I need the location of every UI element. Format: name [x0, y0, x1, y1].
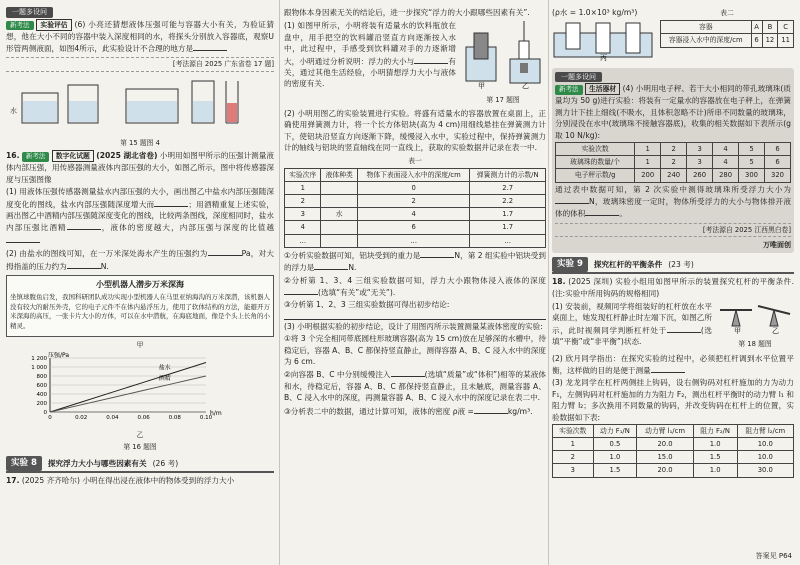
table-row: 3 1.5 20.0 1.0 30.0	[553, 464, 794, 477]
new-method-badge: 新考法	[555, 85, 583, 95]
lever-diagram	[716, 300, 794, 334]
lever-figure	[716, 300, 794, 352]
table-1	[284, 168, 546, 248]
table-row: 1 0.5 20.0 1.0 10.0	[553, 438, 794, 451]
experiment-eval-label: 实验评估	[36, 19, 71, 31]
pressure-depth-chart	[6, 352, 274, 424]
news-box	[6, 275, 274, 337]
q17-sub3: ③分析第 1、2、3 三组实验数据可得出初步结论:	[284, 300, 450, 310]
y-tick-label: 800	[36, 374, 47, 381]
table-row: 1 0 2.7	[285, 181, 546, 194]
news-text: 坐镇球腹鱼启发，我国科研团队成功实现小型机器人在马里亚纳海沟的万米深潜，该机器人没有较大的耐压外壳，它的电子元件不在体内悬浮压力，使用了软体结构的方法，能避开万米深海的高压，一张卡片大小的方体，可以在水中潜航，在海底地面，像是个头上长角的小精灵。	[10, 292, 270, 331]
q17-sub2: ②分析第 1、3、4 三组实验数据可知，浮力大小跟物体浸入液体的深度(选填“有关”或“无关”).	[284, 275, 546, 298]
beaker-figure	[6, 75, 274, 133]
q17-intro: 跟物体本身因素无关的结论后，进一步探究“浮力的大小跟哪些因素有关”.	[284, 8, 530, 17]
chart-sub-label: 乙	[136, 430, 144, 439]
table1-title: 表一	[408, 156, 422, 165]
svg-text:水: 水	[10, 106, 17, 115]
answer-page-ref: 答案见 P64	[755, 551, 792, 560]
question-16: 16. 新考法 数字化试题 (2025 湖北省卷) 小明用如图甲所示的压强计测量液体内部压强，用传感器测量液体内部压强的大小，如图乙所示，图中将传感器深度与压强图像	[6, 151, 274, 184]
section-title: 探究浮力大小与哪些因素有关	[47, 458, 147, 468]
digital-question-label: 数字化试题	[52, 150, 94, 162]
y-tick-label: 400	[36, 392, 47, 399]
x-tick-label: 0.08	[168, 415, 181, 422]
q17-part1-row	[284, 19, 546, 107]
new-method-badge: 新考法	[6, 21, 34, 31]
middle-column	[284, 6, 546, 418]
q17-part1: (1) 如图甲所示，小明将装有适量水的饮料瓶放在盘中，用手把空的饮料罐沿竖直方向逐渐按入水中，此过程中，手感受到饮料罐对手的力逐渐增大，小明通过分析说明：浮力的大小与 有关，通过其他生活经验，小明猜想浮力大小与液体的密度有关.	[284, 21, 457, 89]
q18-part1-row	[552, 300, 794, 352]
table-2	[660, 20, 794, 47]
section-label: 实验 9	[552, 257, 588, 272]
fig-label-jia: 甲	[478, 82, 485, 90]
figure-bing	[552, 6, 656, 65]
x-axis-label: h/m	[210, 410, 222, 418]
series-line-0	[50, 363, 206, 413]
question-17: 17. (2025 齐齐哈尔) 小明在得出浸在液体中的物体受到的浮力大小	[6, 475, 235, 485]
table-row: 2 1.0 15.0 1.5 10.0	[553, 451, 794, 464]
new-method-badge: 新考法	[22, 152, 50, 162]
table-row: 3 水 4 1.7	[285, 208, 546, 221]
density-note: (ρ水 = 1.0×10³ kg/m³)	[552, 8, 638, 17]
brand-logo: 万唯面创	[763, 240, 791, 249]
table2-wrap	[660, 6, 794, 65]
y-tick-label: 1 000	[31, 365, 47, 372]
multi-question-box	[552, 68, 794, 254]
figure-caption: 第 16 题图	[123, 442, 157, 451]
x-tick-label: 0.06	[137, 415, 150, 422]
chart-title: 甲	[136, 340, 144, 349]
x-tick-label: 0.04	[106, 415, 119, 422]
table-4	[552, 424, 794, 478]
q16-part1: (1) 用液体压强传感器测量盐水内部压强的大小，画出图乙中盐水内部压强随深度变化的图线，盐水内部压强随深度增大而 ；用酒精重复上述实验，画出图乙中酒精内部压强随深度变化的图线，比较两条图线，深度相同时，盐水内部压强比酒精 ，液体的密度越大，内部压强与深度的比值越	[6, 186, 274, 246]
svg-text:乙: 乙	[772, 326, 779, 334]
fig-label-yi: 乙	[522, 82, 529, 90]
y-axis-label: 压强/Pa	[48, 352, 70, 360]
table-row: 玻璃珠的数量/个 1 2 3 4 5 6	[556, 156, 791, 169]
y-tick-label: 0	[43, 410, 47, 417]
section-label: 实验 8	[6, 456, 42, 471]
y-tick-label: 1 200	[31, 356, 47, 363]
q18-part3: (3) 龙龙同学在杠杆两侧挂上钩码，设右侧钩码对杠杆施加的力为动力 F₁，左侧钩码对杠杆施加的力为阻力 F₂，测出杠杆平衡时的动力臂 l₁ 和阻力臂 l₂；多次换用不同数量的钩码，并改变钩码在杠杆上的位置，实验数据如下表:	[552, 378, 794, 422]
q17-part2: (2) 小明用图乙的实验装置进行实验。将盛有适量水的容器放置在桌面上，正确使用弹簧测力计，将一个长方体铝块(高为 4 cm)用细线悬挂在弹簧测力计下，使铝块沿竖直方向逐渐下降，缓慢浸入水中，实验过程中，保持弹簧测力计的轴线与铝块的竖直轴线在同一直线上，获取的实验数据并记录在表一中.	[284, 108, 546, 153]
section-8-header	[6, 456, 274, 473]
question-4: 新考法 生活器材 (4) 小明用电子秤、若干大小相同的带孔玻璃珠(质量均为 50 g)进行实验：将装有一定量水的容器放在电子秤上，在弹簧测力计下挂上细线(不吸水，且体积忽略不计)所串不同数量的玻璃珠，分别浸没在水中(玻璃珠不接触容器底)，收集的相关数据如下表所示(g 取 10 N/kg):	[555, 84, 791, 140]
table-header: 实验次数 1 2 3 4 5 6	[556, 143, 791, 156]
q17-part3a: ①将 3 个完全相同带底圆柱形玻璃容器(高为 15 cm)放在足够深的水槽中，待稳定后，容器 A、B、C 都保持竖直静止，测得容器 A、B、C 浸入水中的深度为 6 cm.	[284, 334, 546, 366]
q17-part3c: ③分析表二中的数据，通过计算可知，液体的密度 ρ液 = kg/m³.	[284, 406, 533, 416]
table-row: 2 2 2.2	[285, 195, 546, 208]
q17-part3b: ②向容器 B、C 中分别缓慢注入 (选填“质量”或“体积”)相等的某液体和水，待稳定后，容器 A、B、C 都保持竖直静止，且未触底，测量容器 A、B、C 浸入水中的深度，再测量容器 A、B、C 浸入水中的深度记录在表二中.	[284, 370, 546, 403]
life-equipment-label: 生活器材	[585, 83, 620, 95]
column-divider	[548, 0, 549, 565]
table-row: 容器浸入水中的深度/cm 6 12 11	[661, 34, 794, 47]
right-column	[552, 6, 794, 478]
table-row: 4 6 1.7	[285, 221, 546, 234]
x-tick-label: 0.02	[75, 415, 88, 422]
table-3	[555, 142, 791, 183]
table-header: 容器 A B C	[661, 21, 794, 34]
q17-sub1: ①分析实验数据可知，铝块受到的重力是 N，第 2 组实验中铝块受到的浮力是 N.	[284, 250, 546, 273]
y-tick-label: 600	[36, 383, 47, 390]
multi-question-tag: 一题多设问	[555, 72, 602, 83]
q18-part1: (1) 安装前，视频同学将组装好的杠杆放在水平桌面上，她发现杠杆静止时左端下沉，如图乙所示，此时视频同学判断杠杆处于 (选填“平衡”或“非平衡”)状态.	[552, 301, 712, 347]
section-count: (26 考)	[152, 458, 179, 468]
svg-text:甲: 甲	[734, 326, 741, 334]
figure-caption: 第 17 题图	[486, 95, 520, 104]
y-tick-label: 200	[36, 401, 47, 408]
table2-title: 表二	[720, 9, 734, 17]
container-figure	[552, 19, 656, 61]
series-label: 盐水	[158, 364, 171, 372]
table-header: 实验次数 动力 F₁/N 动力臂 l₁/cm 阻力 F₂/N 阻力臂 l₂/cm	[553, 424, 794, 437]
multi-question-tag: 一题多设问	[6, 7, 53, 18]
q17-part3: (3) 小明根据实验的初步结论，设计了用图丙所示装置测量某液体密度的实验:	[284, 321, 543, 331]
news-title: 小型机器人潜步万米深海	[96, 279, 184, 289]
question-6: 新考法 实验评估 (6) 小亮还猜想液体压强可能与容器大小有关，为验证猜想，他在大小不同的容器中装入深度相同的水，将探头分别放入容器底，观察U形管两侧液面，如图4所示，此实验设计不合理的地方是	[6, 19, 274, 54]
figure-caption: 第 18 题图	[738, 340, 772, 349]
x-tick-label: 0.10	[199, 415, 213, 422]
left-column	[6, 6, 274, 487]
q16-part2: (2) 由盐水的图线可知，在一万米深处海水产生的压强约为 Pa，对大拇指盖的压力约为 N.	[6, 249, 274, 271]
table-header: 实验次序 液体种类 物体下表面浸入水中的深度/cm 弹簧测力计的示数/N	[285, 168, 546, 181]
right-top	[552, 6, 794, 65]
figure-caption: 第 15 题图 4	[120, 139, 160, 148]
section-count: (23 考)	[668, 260, 694, 270]
q18-part2: (2) 欣月同学指出：在探究实验的过程中，必须把杠杆调到水平位置平衡，这样做的目的是便于测量	[552, 353, 794, 375]
table-row: 电子秤示数/g 200 240 260 280 300 320	[556, 169, 791, 182]
q17-figure	[460, 19, 546, 107]
float-experiment-figure	[460, 19, 546, 89]
column-divider	[279, 0, 280, 565]
answer-line	[284, 312, 546, 320]
q4-tail: 通过表中数据可知，第 2 次实验中测得玻璃珠所受浮力大小为N，玻璃珠密度一定时，物体所受浮力的大小与物体排开液体的体积 。	[555, 184, 791, 219]
source-note: [考法源自 2025 江西黑白卷]	[555, 223, 791, 237]
section-title: 探究杠杆的平衡条件	[593, 260, 663, 270]
source-note: [考法源自 2025 广东省卷 17 题]	[6, 57, 274, 71]
fig-label-bing: 丙	[600, 54, 607, 62]
section-9-header	[552, 257, 794, 274]
series-label: 酒精	[158, 375, 171, 383]
table-row: … … …	[285, 234, 546, 247]
question-18: 18. (2025 深圳) 实验小组用如图甲所示的装置探究杠杆的平衡条件.(注:实验中所用钩码的规格相同)	[552, 277, 794, 298]
x-tick-label: 0	[48, 415, 52, 422]
